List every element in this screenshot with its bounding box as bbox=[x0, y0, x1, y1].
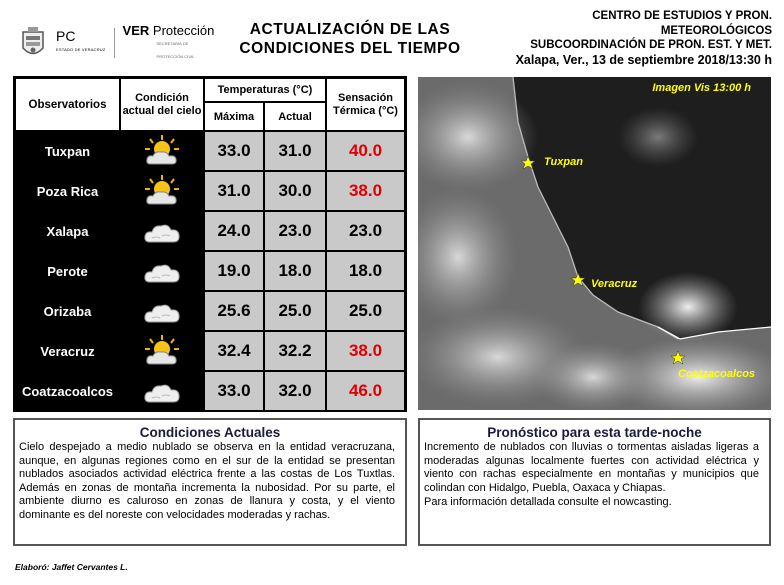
sun-cloud-icon bbox=[142, 134, 182, 168]
sky-condition-cell bbox=[121, 252, 203, 290]
credit: Elaboró: Jaffet Cervantes L. bbox=[15, 562, 128, 572]
observatory-name: Poza Rica bbox=[16, 172, 119, 210]
issuing-center: CENTRO DE ESTUDIOS Y PRON. METEOROLÓGICOS SUBCOORDINACIÓN DE PRON. EST. Y MET. Xalapa, Ver., 13 de septiembre 2018/13:30 h bbox=[515, 10, 772, 67]
observatories-table bbox=[13, 76, 407, 412]
header-actual: Actual bbox=[265, 103, 325, 130]
sun-cloud-icon bbox=[142, 174, 182, 208]
temp-max: 25.6 bbox=[205, 292, 263, 330]
header-maxima: Máxima bbox=[205, 103, 263, 130]
header-observatorios: Observatorios bbox=[16, 79, 119, 130]
satellite-image bbox=[418, 77, 771, 410]
sky-condition-cell bbox=[121, 372, 203, 410]
sky-condition-cell bbox=[121, 212, 203, 250]
sensacion-termica: 38.0 bbox=[327, 332, 404, 370]
forecast-text: Incremento de nublados con lluvias o tormentas aisladas ligeras a moderadas algunas localmente fuertes con actividad eléctrica y viento con rachas especialmente en montañas y municipios que colindan con Hidalgo, Puebla, Oaxaca y Chiapas. bbox=[424, 441, 759, 494]
observatory-name: Tuxpan bbox=[16, 132, 119, 170]
sensacion-termica: 38.0 bbox=[327, 172, 404, 210]
sensacion-termica: 23.0 bbox=[327, 212, 404, 250]
temp-actual: 18.0 bbox=[265, 252, 325, 290]
cloud-icon bbox=[142, 376, 182, 406]
label-coatzacoalcos: Coatzacoalcos bbox=[678, 368, 756, 380]
observatory-name: Orizaba bbox=[16, 292, 119, 330]
sensacion-termica: 40.0 bbox=[327, 132, 404, 170]
observatory-name: Xalapa bbox=[16, 212, 119, 250]
sensacion-termica: 46.0 bbox=[327, 372, 404, 410]
temp-actual: 23.0 bbox=[265, 212, 325, 250]
header-sensacion: Sensación Térmica (°C) bbox=[327, 79, 404, 130]
current-conditions-title: Condiciones Actuales bbox=[139, 425, 281, 440]
temp-max: 33.0 bbox=[205, 372, 263, 410]
observatory-name: Perote bbox=[16, 252, 119, 290]
sensacion-termica: 25.0 bbox=[327, 292, 404, 330]
sky-condition-cell bbox=[121, 292, 203, 330]
forecast-note: Para información detallada consulte el nowcasting. bbox=[424, 496, 672, 508]
header-temperaturas: Temperaturas (°C) bbox=[205, 79, 325, 101]
temp-actual: 31.0 bbox=[265, 132, 325, 170]
forecast-box bbox=[418, 418, 771, 546]
label-veracruz: Veracruz bbox=[591, 278, 638, 290]
sun-cloud-icon bbox=[142, 334, 182, 368]
forecast-title: Pronóstico para esta tarde-noche bbox=[487, 425, 702, 440]
temp-max: 31.0 bbox=[205, 172, 263, 210]
current-conditions-box bbox=[13, 418, 407, 546]
sensacion-termica: 18.0 bbox=[327, 252, 404, 290]
cloud-icon bbox=[142, 296, 182, 326]
observatory-name: Veracruz bbox=[16, 332, 119, 370]
veracruz-seal-icon bbox=[20, 26, 46, 60]
ver-proteccion-logo: VER Protección SECRETARÍA DE PROTECCIÓN CIVIL bbox=[122, 22, 215, 59]
cloud-icon bbox=[142, 256, 182, 286]
pc-logo: PC ESTADO DE VERACRUZ bbox=[56, 28, 106, 52]
cloud-icon bbox=[142, 216, 182, 246]
temp-max: 19.0 bbox=[205, 252, 263, 290]
page-title: ACTUALIZACIÓN DE LAS CONDICIONES DEL TIEMPO bbox=[239, 21, 461, 57]
temp-actual: 32.2 bbox=[265, 332, 325, 370]
current-conditions-text: Cielo despejado a medio nublado se observa en la entidad veracruzana, aunque, en algunas regiones como en el sur de la entidad se presentan nublados asociados actividad eléctrica frente a las costas de Los Tuxtlas. Además en zonas de montaña incrementa la nubosidad. Por su parte, el ambiente diurno es caluroso en zonas de llanura y costa, y el viento dominante es del noreste con velocidades moderadas y rachas. bbox=[19, 441, 395, 521]
label-tuxpan: Tuxpan bbox=[544, 156, 583, 168]
sky-condition-cell bbox=[121, 332, 203, 370]
temp-max: 24.0 bbox=[205, 212, 263, 250]
temp-max: 32.4 bbox=[205, 332, 263, 370]
satellite-map bbox=[418, 77, 771, 410]
logos bbox=[20, 22, 235, 64]
temp-actual: 25.0 bbox=[265, 292, 325, 330]
satellite-caption: Imagen Vis 13:00 h bbox=[652, 82, 751, 94]
header-condicion: Condición actual del cielo bbox=[121, 79, 203, 130]
sky-condition-cell bbox=[121, 172, 203, 210]
temp-max: 33.0 bbox=[205, 132, 263, 170]
temp-actual: 32.0 bbox=[265, 372, 325, 410]
observatory-name: Coatzacoalcos bbox=[16, 372, 119, 410]
temp-actual: 30.0 bbox=[265, 172, 325, 210]
sky-condition-cell bbox=[121, 132, 203, 170]
